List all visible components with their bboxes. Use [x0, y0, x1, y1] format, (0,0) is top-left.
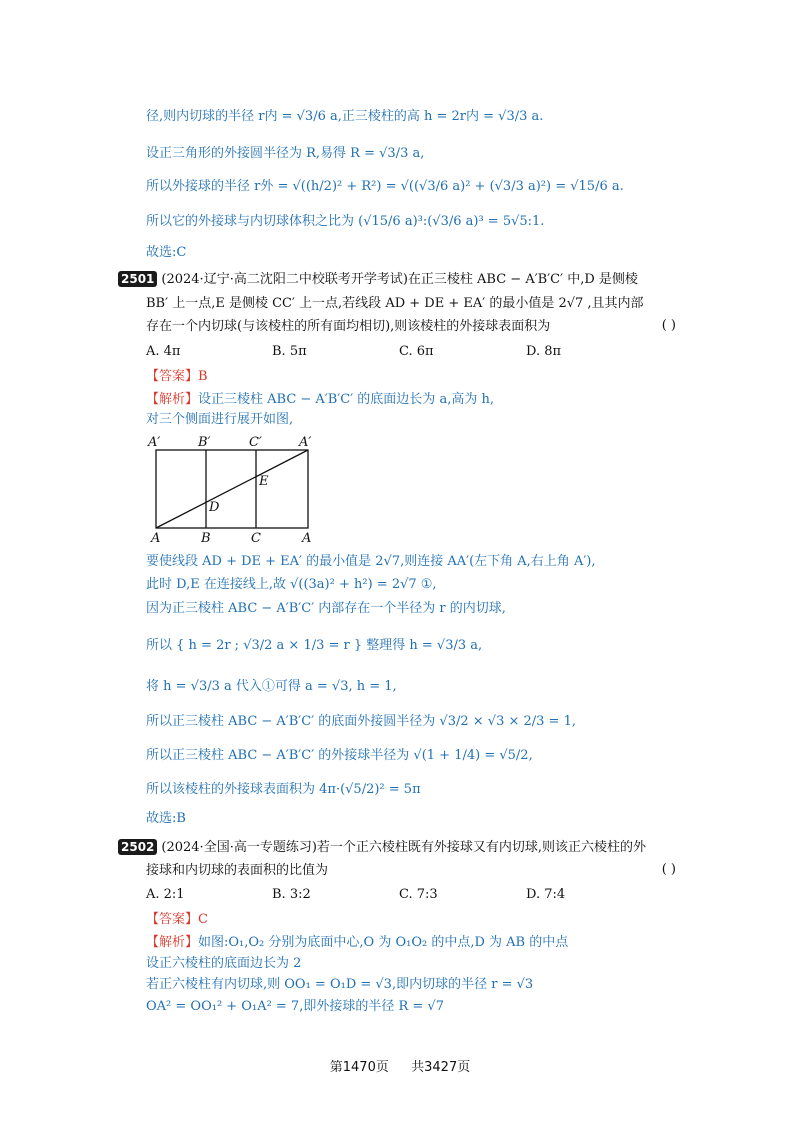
- problem-2502-answer-blank: ( ): [661, 862, 676, 877]
- problem-2501-line-3: 存在一个内切球(与该棱柱的所有面均相切),则该棱柱的外接球表面积为: [146, 319, 551, 334]
- problem-2501-option-b: B. 5π: [272, 344, 307, 359]
- solution-line-1: 径,则内切球的半径 r内 = √3/6 a,正三棱柱的高 h = 2r内 = √3/3 a.: [146, 109, 544, 124]
- problem-2501-option-a: A. 4π: [146, 344, 181, 359]
- problem-number-badge: 2502: [118, 839, 157, 855]
- problem-2501-solution-4: 所以 { h = 2r ; √3/2 a × 1/3 = r } 整理得 h = √3/3 a,: [146, 638, 483, 653]
- problem-2501-analysis-1: [146, 391, 494, 409]
- problem-2501-solution-3: 因为正三棱柱 ABC − A′B′C′ 内部存在一个半径为 r 的内切球,: [146, 601, 506, 616]
- problem-2501-solution-5: 将 h = √3/3 a 代入①可得 a = √3, h = 1,: [146, 679, 397, 694]
- analysis-text: 设正三棱柱 ABC − A′B′C′ 的底面边长为 a,高为 h,: [198, 392, 494, 407]
- problem-2502-stem-1: (2024·全国·高一专题练习)若一个正六棱柱既有外接球又有内切球,则该正六棱柱的外: [161, 840, 647, 855]
- figure-label-c: C: [251, 531, 261, 546]
- problem-2501-line-2: BB′ 上一点,E 是侧棱 CC′ 上一点,若线段 AD + DE + EA′ 的最小值是 2√7 ,且其内部: [146, 296, 644, 311]
- problem-2502-option-c: C. 7:3: [399, 887, 438, 902]
- problem-2501-analysis-2: 对三个侧面进行展开如图,: [146, 412, 294, 427]
- problem-2502-line-1: [118, 839, 646, 857]
- problem-2501-solution-2: 此时 D,E 在连接线上,故 √((3a)² + h²) = 2√7 ①,: [146, 577, 437, 592]
- solution-line-4: 所以它的外接球与内切球体积之比为 (√15/6 a)³:(√3/6 a)³ = 5√5:1.: [146, 214, 545, 229]
- figure-label-a-prime-right: A′: [299, 435, 312, 450]
- figure-label-d: D: [209, 500, 220, 515]
- problem-2501-solution-9: 故选:B: [146, 811, 186, 826]
- answer-label: 【答案】: [146, 369, 199, 384]
- problem-2501-solution-8: 所以该棱柱的外接球表面积为 4π·(√5/2)² = 5π: [146, 782, 421, 797]
- figure-label-a-right: A: [302, 531, 312, 546]
- problem-2502-option-d: D. 7:4: [526, 887, 566, 902]
- figure-label-c-prime: C′: [249, 435, 262, 450]
- solution-line-2: 设正三角形的外接圆半径为 R,易得 R = √3/3 a,: [146, 146, 425, 161]
- problem-number-badge: 2501: [118, 271, 157, 287]
- solution-line-3: 所以外接球的半径 r外 = √((h/2)² + R²) = √((√3/6 a)² + (√3/3 a)²) = √15/6 a.: [146, 179, 624, 194]
- answer-label: 【答案】: [146, 912, 199, 927]
- figure-label-e: E: [259, 474, 269, 489]
- problem-2501-solution-7: 所以正三棱柱 ABC − A′B′C′ 的外接球半径为 √(1 + 1/4) = √5/2,: [146, 748, 533, 763]
- page-footer: [0, 1056, 800, 1075]
- problem-2502-option-a: A. 2:1: [146, 887, 185, 902]
- problem-2501-line-1: [118, 271, 638, 289]
- figure-diagonal-aa: [156, 450, 308, 528]
- figure-label-b-prime: B′: [198, 435, 211, 450]
- figure-label-a-prime-left: A′: [148, 435, 161, 450]
- answer-value: C: [198, 912, 208, 927]
- problem-2501-option-d: D. 8π: [526, 344, 562, 359]
- problem-2502-solution-3: OA² = OO₁² + O₁A² = 7,即外接球的半径 R = √7: [146, 999, 444, 1014]
- figure-label-b: B: [201, 531, 211, 546]
- problem-2501-stem-1: (2024·辽宁·高二沈阳二中校联考开学考试)在正三棱柱 ABC − A′B′C′ 中,D 是侧棱: [161, 272, 638, 287]
- problem-2502-answer: [146, 911, 208, 929]
- analysis-label: 【解析】: [146, 935, 199, 950]
- figure-label-a-left: A: [151, 531, 161, 546]
- problem-2501-answer: [146, 368, 208, 386]
- problem-2501-answer-blank: ( ): [661, 318, 676, 333]
- total-pages: 共3427页: [411, 1060, 471, 1075]
- problem-2501-option-c: C. 6π: [399, 344, 434, 359]
- problem-2502-option-b: B. 3:2: [272, 887, 311, 902]
- problem-2502-analysis-1: [146, 934, 568, 952]
- problem-2502-solution-2: 若正六棱柱有内切球,则 OO₁ = O₁D = √3,即内切球的半径 r = √3: [146, 977, 534, 992]
- page-number: 第1470页: [329, 1060, 389, 1075]
- solution-line-5: 故选:C: [146, 245, 187, 260]
- problem-2502-line-2: 接球和内切球的表面积的比值为: [146, 863, 329, 878]
- problem-2501-solution-1: 要使线段 AD + DE + EA′ 的最小值是 2√7,则连接 AA′(左下角 A,右上角 A′),: [146, 554, 596, 569]
- analysis-text: 如图:O₁,O₂ 分别为底面中心,O 为 O₁O₂ 的中点,D 为 AB 的中点: [198, 935, 569, 950]
- analysis-label: 【解析】: [146, 392, 199, 407]
- problem-2502-solution-1: 设正六棱柱的底面边长为 2: [146, 956, 302, 971]
- unfolded-prism-figure: [0, 432, 800, 552]
- problem-2501-solution-6: 所以正三棱柱 ABC − A′B′C′ 的底面外接圆半径为 √3/2 × √3 × 2/3 = 1,: [146, 714, 576, 729]
- answer-value: B: [198, 369, 208, 384]
